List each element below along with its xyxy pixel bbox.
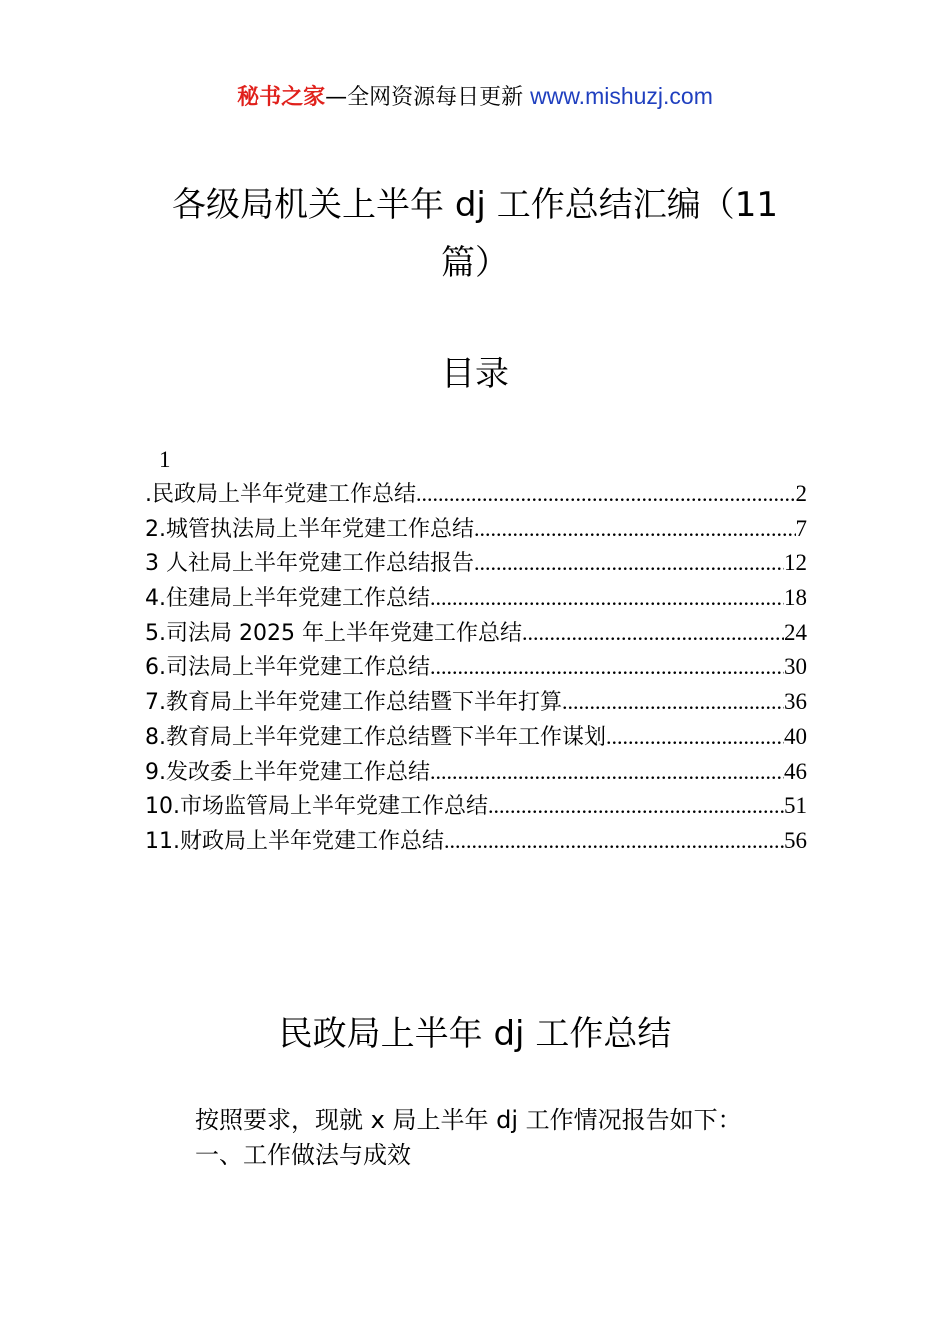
toc-item-label: .民政局上半年党建工作总结 bbox=[145, 482, 416, 507]
section-title: 民政局上半年 dj 工作总结 bbox=[278, 1014, 672, 1054]
toc-item-label: 7.教育局上半年党建工作总结暨下半年打算 bbox=[145, 690, 562, 716]
toc-item[interactable] bbox=[145, 477, 807, 512]
toc-dot-leader bbox=[606, 726, 784, 748]
toc-item[interactable] bbox=[145, 512, 807, 547]
toc-item-page-number: 36 bbox=[784, 689, 807, 715]
toc-dot-leader bbox=[430, 656, 784, 678]
toc-heading: 目录 bbox=[441, 354, 509, 394]
toc-item-page-number: 18 bbox=[784, 585, 807, 611]
toc-item-label: 8.教育局上半年党建工作总结暨下半年工作谋划 bbox=[145, 724, 606, 750]
toc-list bbox=[145, 477, 807, 859]
toc-dot-leader bbox=[430, 587, 784, 609]
toc-item[interactable] bbox=[145, 755, 807, 790]
toc-dot-leader bbox=[522, 622, 784, 644]
site-header bbox=[0, 80, 950, 114]
toc-item-label: 5.司法局 2025 年上半年党建工作总结 bbox=[145, 620, 522, 646]
toc-item-label: 9.发改委上半年党建工作总结 bbox=[145, 759, 430, 785]
toc-item[interactable] bbox=[145, 789, 807, 824]
table-of-contents bbox=[145, 442, 807, 859]
toc-item-page-number: 56 bbox=[784, 827, 807, 853]
toc-item[interactable] bbox=[145, 650, 807, 685]
toc-item[interactable] bbox=[145, 720, 807, 755]
site-url-link[interactable]: www.mishuzj.com bbox=[530, 83, 713, 109]
body-paragraph: 按照要求，现就 x 局上半年 dj 工作情况报告如下： bbox=[195, 1106, 742, 1134]
toc-item-page-number: 46 bbox=[784, 758, 807, 784]
toc-dot-leader bbox=[474, 552, 784, 574]
toc-item-page-number: 24 bbox=[784, 619, 807, 645]
toc-item-label: 10.市场监管局上半年党建工作总结 bbox=[145, 794, 488, 820]
site-brand: 秘书之家 bbox=[237, 85, 326, 110]
toc-stray-number: 1 bbox=[159, 447, 171, 472]
toc-dot-leader bbox=[562, 691, 784, 713]
toc-dot-leader bbox=[474, 518, 796, 540]
toc-item-label: 2.城管执法局上半年党建工作总结 bbox=[145, 516, 474, 542]
toc-item-label: 4.住建局上半年党建工作总结 bbox=[145, 586, 430, 612]
toc-item-label: 3 人社局上半年党建工作总结报告 bbox=[145, 551, 474, 577]
toc-item[interactable] bbox=[145, 685, 807, 720]
toc-item-page-number: 2 bbox=[795, 481, 807, 506]
toc-item-page-number: 51 bbox=[784, 793, 807, 819]
toc-item-page-number: 12 bbox=[784, 550, 807, 576]
toc-dot-leader bbox=[430, 761, 784, 783]
toc-item-page-number: 7 bbox=[795, 515, 807, 541]
toc-item[interactable] bbox=[145, 581, 807, 616]
toc-item-label: 6.司法局上半年党建工作总结 bbox=[145, 655, 430, 681]
toc-item[interactable] bbox=[145, 546, 807, 581]
toc-dot-leader bbox=[444, 830, 784, 852]
document-title: 各级局机关上半年 dj 工作总结汇编（11 篇） bbox=[172, 185, 778, 283]
toc-item-label: 11.财政局上半年党建工作总结 bbox=[145, 828, 444, 854]
toc-item[interactable] bbox=[145, 824, 807, 859]
body-subheading: 一、工作做法与成效 bbox=[195, 1141, 411, 1169]
toc-item-page-number: 40 bbox=[784, 723, 807, 749]
toc-dot-leader bbox=[416, 483, 796, 505]
site-tagline: —全网资源每日更新 bbox=[325, 85, 531, 110]
toc-item[interactable] bbox=[145, 616, 807, 651]
toc-item-page-number: 30 bbox=[784, 654, 807, 680]
toc-dot-leader bbox=[488, 795, 784, 817]
